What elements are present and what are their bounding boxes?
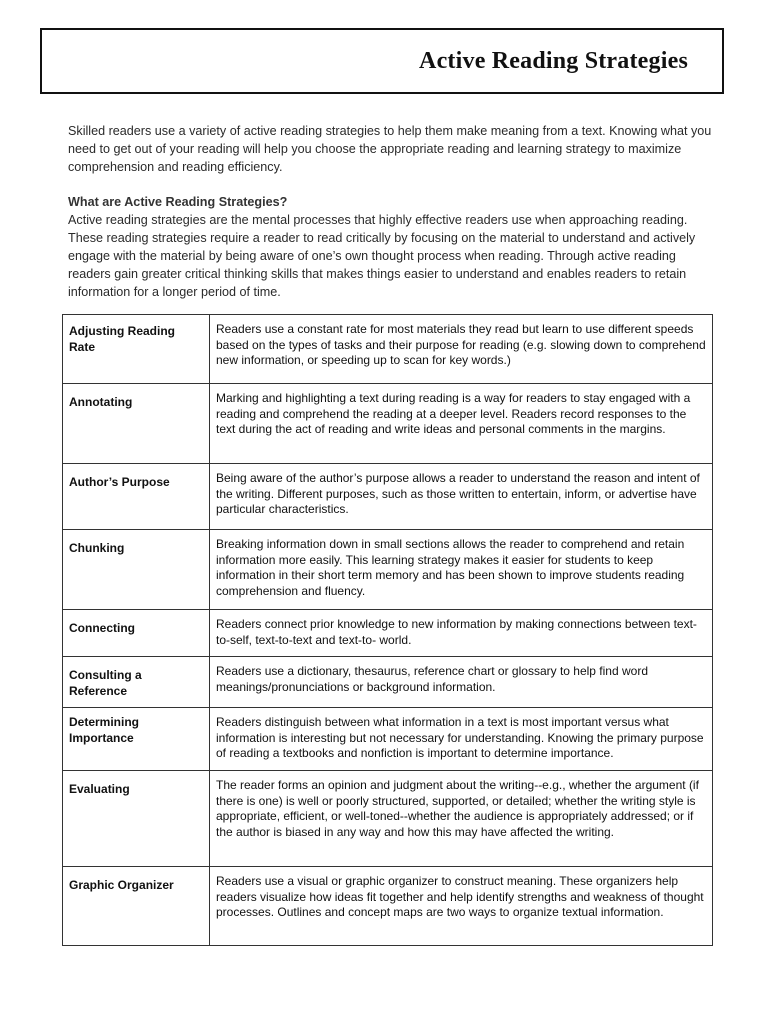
table-row <box>63 867 713 946</box>
title-box <box>40 28 724 94</box>
table-row <box>63 530 713 610</box>
strategy-description: Readers connect prior knowledge to new information by making connections between text-to-self, text-to-text and text-to- world. <box>210 610 713 657</box>
strategy-description: Readers use a visual or graphic organizer to construct meaning. These organizers help readers visualize how ideas fit together and help identify strengths and weakness of thought processes. Outlines and concept maps are two ways to organize textual information. <box>210 867 713 946</box>
strategy-term: Graphic Organizer <box>63 867 210 946</box>
strategy-term: Author’s Purpose <box>63 464 210 530</box>
strategy-term: Adjusting Reading Rate <box>63 315 210 384</box>
strategy-term: Connecting <box>63 610 210 657</box>
table-row <box>63 708 713 771</box>
strategy-description: The reader forms an opinion and judgment about the writing--e.g., whether the argument (if there is one) is well or poorly structured, supported, or detailed; whether the writing style is appropriate, efficient, or well-toned--whether the audience is appropriately addressed; or if the author is biased in any way and how this may have affected the writing. <box>210 771 713 867</box>
strategy-term: Determining Importance <box>63 708 210 771</box>
strategies-table <box>62 314 713 946</box>
strategy-description: Readers distinguish between what information in a text is most important versus what information is interesting but not necessary for understanding. Knowing the primary purpose of reading a textbooks and nonfiction is important to determine importance. <box>210 708 713 771</box>
strategy-description: Marking and highlighting a text during reading is a way for readers to stay engaged with a reading and comprehend the reading at a deeper level. Readers record responses to the text during the act of reading and write ideas and personal comments in the margins. <box>210 384 713 464</box>
strategy-description: Readers use a constant rate for most materials they read but learn to use different speeds based on the types of tasks and their purpose for reading (e.g. slowing down to comprehend new information, or speeding up to scan for key words.) <box>210 315 713 384</box>
definition-paragraph: Active reading strategies are the mental processes that highly effective readers use when approaching reading. These reading strategies require a reader to read critically by focusing on the material to understand and actively engage with the material by being aware of one’s own thought process when reading. Through active reading readers gain greater critical thinking skills that makes things easier to understand and enables readers to retain information for a longer period of time. <box>68 213 696 299</box>
table-row <box>63 771 713 867</box>
table-row <box>63 315 713 384</box>
strategy-term: Chunking <box>63 530 210 610</box>
table-row <box>63 657 713 708</box>
strategy-term: Evaluating <box>63 771 210 867</box>
intro-section <box>68 122 718 301</box>
table-row <box>63 464 713 530</box>
section-question: What are Active Reading Strategies? <box>68 195 288 209</box>
strategy-term: Consulting a Reference <box>63 657 210 708</box>
table-row <box>63 610 713 657</box>
page-title: Active Reading Strategies <box>419 48 688 74</box>
table-row <box>63 384 713 464</box>
strategy-description: Being aware of the author’s purpose allows a reader to understand the reason and intent of the writing. Different purposes, such as those written to entertain, inform, or advertise have particular characteristics. <box>210 464 713 530</box>
strategy-description: Readers use a dictionary, thesaurus, reference chart or glossary to help find word meanings/pronunciations or background information. <box>210 657 713 708</box>
strategy-term: Annotating <box>63 384 210 464</box>
intro-paragraph: Skilled readers use a variety of active reading strategies to help them make meaning from a text. Knowing what you need to get out of your reading will help you choose the appropriate reading and learning strategy to maximize comprehension and reading efficiency. <box>68 124 712 174</box>
strategy-description: Breaking information down in small sections allows the reader to comprehend and retain information more easily. This learning strategy makes it easier for students to keep information in their short term memory and has been shown to improve students reading comprehension and fluency. <box>210 530 713 610</box>
